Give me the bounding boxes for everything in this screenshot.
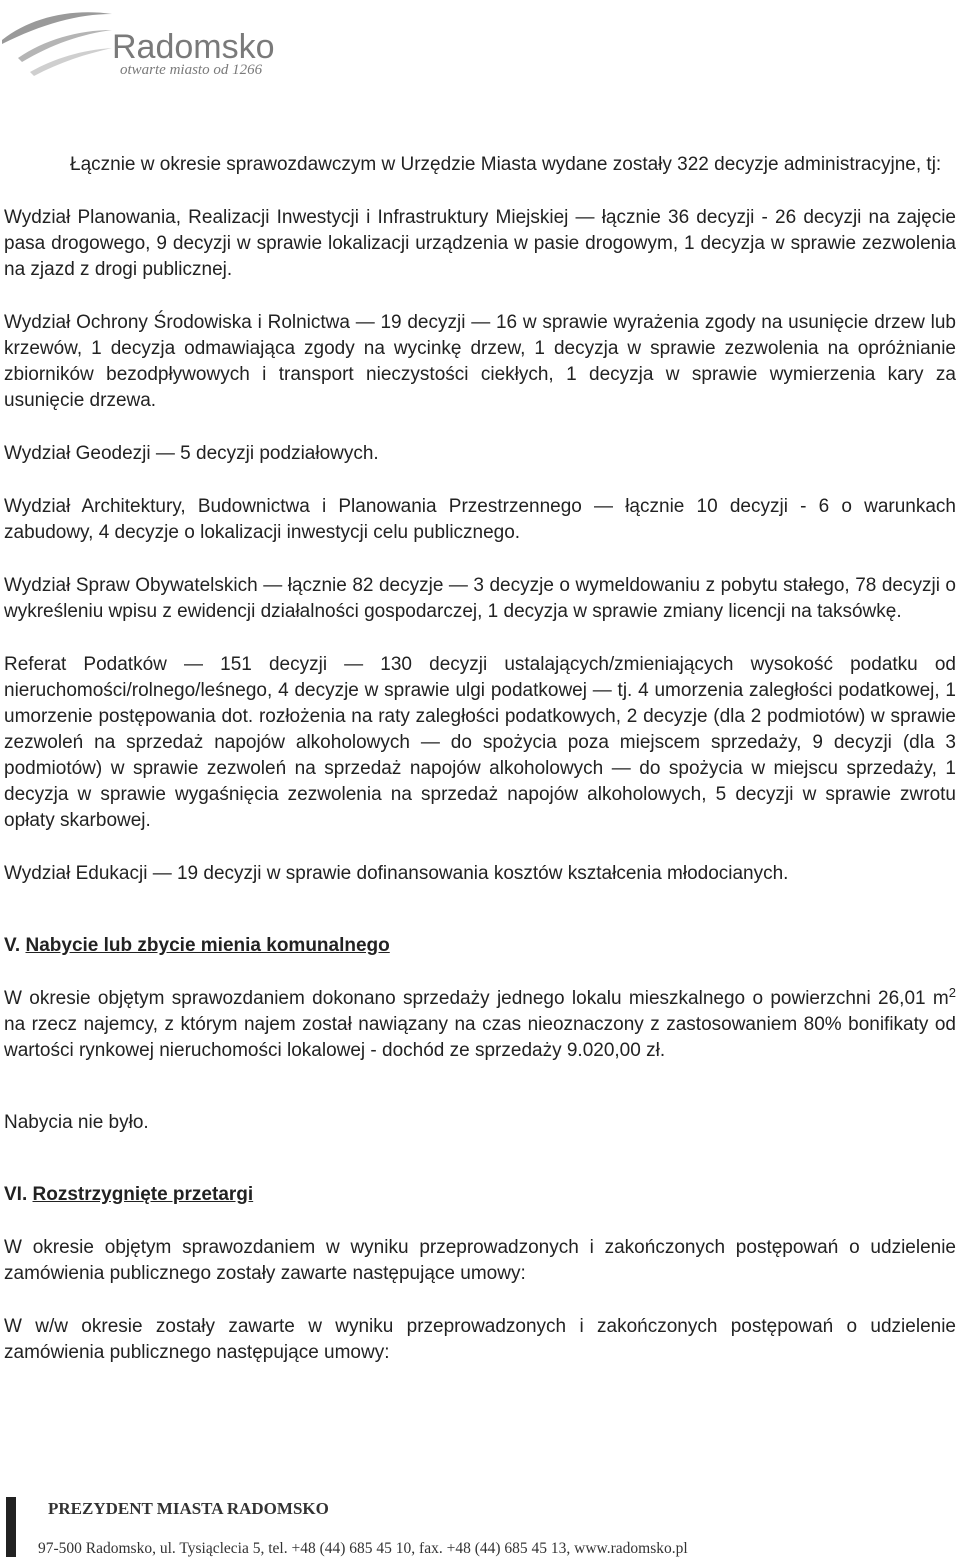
intro-paragraph: Łącznie w okresie sprawozdawczym w Urzędzie Miasta wydane zostały 322 decyzje administracyjne, tj:: [70, 154, 942, 175]
logo-swoosh-icon: [0, 0, 120, 90]
footer-address: 97-500 Radomsko, ul. Tysiąclecia 5, tel. +48 (44) 685 45 10, fax. +48 (44) 685 45 13, www.radomsko.pl: [38, 1540, 688, 1557]
section-number: V.: [4, 935, 21, 956]
document-body: [4, 152, 956, 1366]
paragraph-spraw: Wydział Spraw Obywatelskich — łącznie 82 decyzje — 3 decyzje o wymeldowaniu z pobytu stałego, 78 decyzji o wykreśleniu wpisu z ewidencji działalności gospodarczej, 1 decyzja w sprawie zmiany licencji na taksówkę.: [4, 575, 956, 622]
paragraph-contracts-2: W w/w okresie zostały zawarte w wyniku przeprowadzonych i zakończonych postępowań o udzielenie zamówienia publicznego następujące umowy:: [4, 1316, 956, 1363]
superscript: 2: [948, 985, 956, 1000]
sale-text-1: W okresie objętym sprawozdaniem dokonano sprzedaży jednego lokalu mieszkalnego o powierzchni 26,01 m: [4, 988, 949, 1009]
paragraph-podatkow: Referat Podatków — 151 decyzji — 130 decyzji ustalających/zmieniających wysokość podatku od nieruchomości/rolnego/leśnego, 4 decyzje w sprawie ulgi podatkowej — tj. 4 umorzenia zaległości podatkowej, 1 umorzenie postępowania dot. rozłożenia na raty zaległości podatkowych, 2 decyzje (dla 2 podmiotów) w sprawie zezwoleń na sprzedaż napojów alkoholowych — do spożycia poza miejscem sprzedaży, 9 decyzji (dla 3 podmiotów) w sprawie zezwoleń na sprzedaż napojów alkoholowych — do spożycia w miejscu sprzedaży, 1 decyzja w sprawie wygaśnięcia zezwolenia na sprzedaż napojów alkoholowych, 5 decyzji w sprawie zwrotu opłaty skarbowej.: [4, 654, 956, 831]
section-heading-vi: [4, 1182, 956, 1208]
paragraph-ochrony: Wydział Ochrony Środowiska i Rolnictwa — 19 decyzji — 16 w sprawie wyrażenia zgody na usunięcie drzew lub krzewów, 1 decyzja odmawiająca zgody na wycinkę drzew, 1 decyzja w sprawie zezwolenia na opróżnianie zbiorników bezodpływowych i transport nieczystości ciekłych, 1 decyzja w sprawie wymierzenia kary za usunięcie drzewa.: [4, 312, 956, 411]
section-heading-v: [4, 933, 956, 959]
logo-name: Radomsko: [112, 28, 275, 66]
paragraph-contracts-1: W okresie objętym sprawozdaniem w wyniku przeprowadzonych i zakończonych postępowań o udzielenie zamówienia publicznego zostały zawarte następujące umowy:: [4, 1237, 956, 1284]
paragraph-planowania: Wydział Planowania, Realizacji Inwestycji i Infrastruktury Miejskiej — łącznie 36 decyzji - 26 decyzji na zajęcie pasa drogowego, 9 decyzji w sprawie lokalizacji urządzenia w pasie drogowym, 1 decyzja w sprawie zezwolenia na zjazd z drogi publicznej.: [4, 207, 956, 280]
sale-text-2: na rzecz najemcy, z którym najem został nawiązany na czas nieoznaczony z zastosowaniem 80% bonifikaty od wartości rynkowej nieruchomości lokalowej - dochód ze sprzedaży 9.020,00 zł.: [4, 1014, 956, 1061]
section-title: Nabycie lub zbycie mienia komunalnego: [25, 935, 390, 956]
logo-tagline: otwarte miasto od 1266: [120, 62, 263, 78]
footer-title: PREZYDENT MIASTA RADOMSKO: [48, 1499, 329, 1518]
city-logo: [0, 0, 300, 90]
paragraph-purchase: Nabycia nie było.: [4, 1112, 149, 1133]
paragraph-geodezji: Wydział Geodezji — 5 decyzji podziałowych.: [4, 443, 379, 464]
paragraph-sale: [4, 986, 956, 1064]
section-title: Rozstrzygnięte przetargi: [32, 1184, 254, 1205]
paragraph-architektury: Wydział Architektury, Budownictwa i Planowania Przestrzennego — łącznie 10 decyzji - 6 o warunkach zabudowy, 4 decyzje o lokalizacji inwestycji celu publicznego.: [4, 496, 956, 543]
section-number: VI.: [4, 1184, 28, 1205]
paragraph-edukacji: Wydział Edukacji — 19 decyzji w sprawie dofinansowania kosztów kształcenia młodocianych.: [4, 863, 789, 884]
footer-bar: [6, 1497, 16, 1557]
